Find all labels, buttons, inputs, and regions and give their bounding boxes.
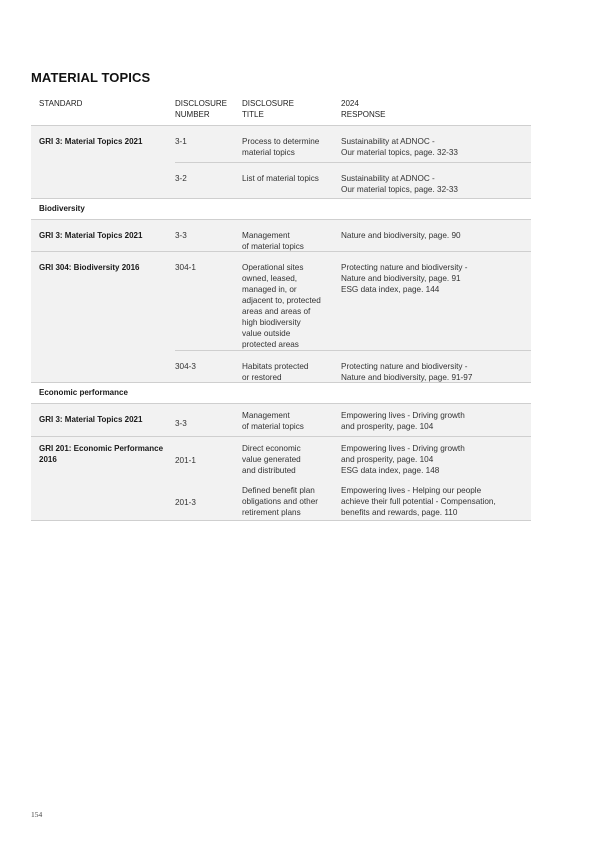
response: Sustainability at ADNOC - Our material topics, page. 32-33 [341, 137, 458, 157]
header-standard: STANDARD [39, 99, 83, 108]
disclosure-title: Operational sites owned, leased, managed in, or adjacent to, protected areas and areas of high biodiversity value outside protected areas [242, 263, 321, 349]
standard-label: GRI 201: Economic Performance 2016 [39, 444, 164, 464]
table-row [175, 252, 531, 350]
table-group [31, 220, 531, 252]
response: Empowering lives - Driving growth and prosperity, page. 104 ESG data index, page. 148 [341, 444, 465, 475]
disclosure-number: 3-1 [175, 137, 187, 146]
disclosure-title: Management of material topics [242, 231, 304, 251]
table-group [31, 404, 531, 437]
disclosure-number: 3-2 [175, 174, 187, 183]
header-disclosure-number: DISCLOSURE NUMBER [175, 99, 228, 119]
table-row [175, 162, 531, 198]
disclosure-number: 201-3 [175, 498, 196, 507]
disclosure-title: Habitats protected or restored [242, 362, 309, 382]
standard-cell: GRI 304: Biodiversity 2016 [39, 263, 140, 272]
response: Empowering lives - Driving growth and prosperity, page. 104 [341, 411, 465, 431]
disclosure-title: List of material topics [242, 174, 319, 183]
disclosure-number: 304-3 [175, 362, 196, 371]
table-group [31, 126, 531, 199]
disclosure-number: 201-1 [175, 455, 196, 465]
header-response: 2024 RESPONSE [341, 99, 386, 119]
page-title: MATERIAL TOPICS [31, 70, 151, 85]
disclosure-number: 3-3 [175, 231, 187, 240]
response: Protecting nature and biodiversity - Nature and biodiversity, page. 91 ESG data index, page. 144 [341, 263, 468, 294]
page-number: 154 [31, 810, 43, 819]
standard-cell: GRI 3: Material Topics 2021 [39, 415, 143, 424]
response: Sustainability at ADNOC - Our material topics, page. 32-33 [341, 174, 458, 194]
disclosure-title: Direct economic value generated and distributed [242, 444, 301, 475]
section-biodiversity: Biodiversity [31, 199, 531, 220]
standard-cell: GRI 3: Material Topics 2021 [39, 137, 143, 146]
header-disclosure-title: DISCLOSURE TITLE [242, 99, 295, 119]
table-row [175, 220, 531, 251]
table-row [175, 350, 531, 382]
disclosure-title: Defined benefit plan obligations and other retirement plans [242, 486, 319, 517]
table-group [31, 437, 531, 521]
disclosure-number: 3-3 [175, 418, 187, 428]
disclosure-title: Process to determine material topics [242, 137, 320, 157]
table-row [175, 126, 531, 162]
standard-cell [31, 437, 175, 520]
material-topics-table [31, 94, 531, 521]
section-economic-performance: Economic performance [31, 383, 531, 404]
response: Empowering lives - Helping our people achieve their full potential - Compensation, benefits and rewards, page. 110 [341, 486, 496, 517]
disclosure-number: 304-1 [175, 263, 196, 272]
standard-cell: GRI 3: Material Topics 2021 [39, 231, 143, 240]
response: Protecting nature and biodiversity - Nature and biodiversity, page. 91-97 [341, 362, 473, 382]
table-group [31, 252, 531, 383]
response: Nature and biodiversity, page. 90 [341, 231, 461, 240]
table-row [175, 477, 531, 520]
table-row [175, 404, 531, 436]
table-header [31, 94, 531, 126]
disclosure-title: Management of material topics [242, 411, 304, 431]
table-row [175, 437, 531, 477]
